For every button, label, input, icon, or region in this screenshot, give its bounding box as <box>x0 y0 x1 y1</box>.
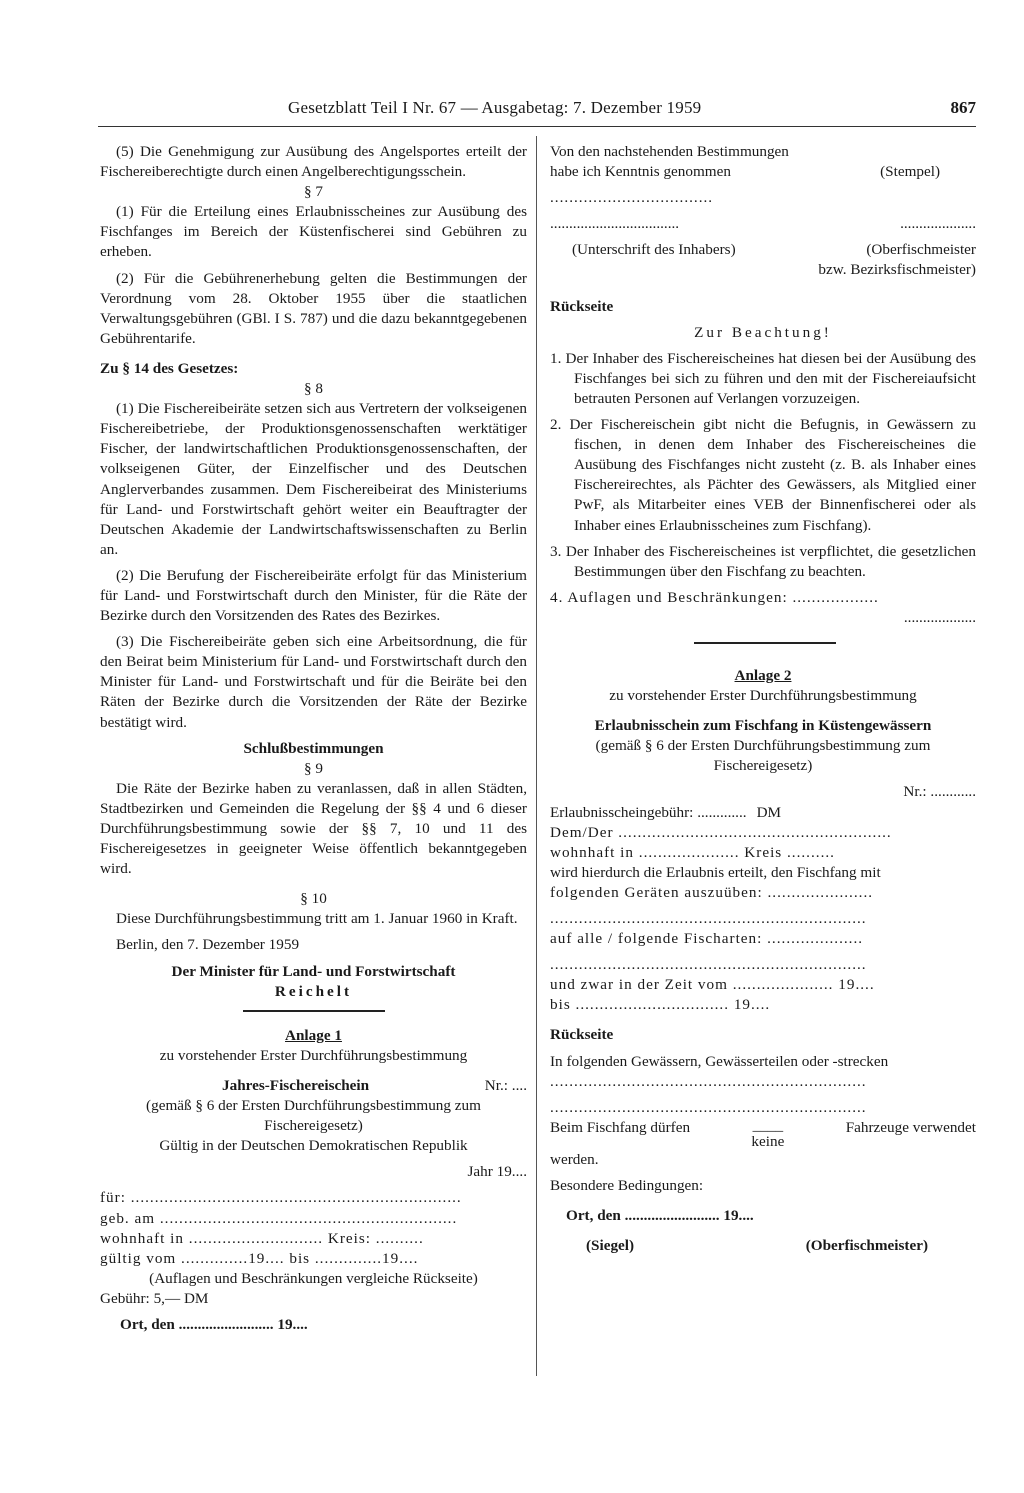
siegel-label: (Siegel) <box>586 1237 635 1255</box>
jahres-gemaess: (gemäß § 6 der Ersten Durchführungsbestimmung zum Fischereigesetz) <box>146 1097 481 1135</box>
left-column <box>100 142 527 1335</box>
zeit-vom-field: und zwar in der Zeit vom ..................... 19.... <box>550 976 875 994</box>
erlaubnis-text: wird hierdurch die Erlaubnis erteilt, den Fischfang mit <box>550 863 881 881</box>
beachtung-item-4: 4. Auflagen und Beschränkungen: .................. <box>550 588 879 606</box>
beachtung-item-1: 1. Der Inhaber des Fischereischeines hat diesen bei der Ausübung des Fischfanges bei sich zu führen und den mit der Fischereiaufsicht betrauten Personen auf Verlangen vorzuzeigen. <box>550 349 976 407</box>
gebuehr-row <box>550 803 976 823</box>
stempel-label: (Stempel) <box>880 163 940 181</box>
section-7-para-1: (1) Für die Erteilung eines Erlaubnisscheines zur Ausübung des Fischfanges im Bereich der Küstenfischerei sind Gebühren zu erheben. <box>100 203 527 261</box>
dots-stamp: .................... <box>900 215 976 233</box>
section-9-para-1: Die Räte der Bezirke haben zu veranlassen, daß in allen Städten, Stadtbezirken und Gemeinden die Regelung der §§ 4 und 6 dieser Durchführungsbestimmung sowie der §§ 7, 10 und 11 des Fischereigesetzes in geeigneter Weise öffentlich bekanntgegeben wird. <box>100 779 527 878</box>
beachtung-item-3: 3. Der Inhaber des Fischereischeines ist verpflichtet, die gesetzlichen Bestimmungen über den Fischfang zu beachten. <box>550 542 976 580</box>
erlaubnis-gemaess: (gemäß § 6 der Ersten Durchführungsbestimmung zum Fischereigesetz) <box>595 737 931 775</box>
oberfischmeister-sign-label: (Oberfischmeister) <box>805 1237 928 1255</box>
section-7-para-2: (2) Für die Gebührenerhebung gelten die Bestimmungen der Verordnung vom 28. Oktober 1955 über die staatlichen Verwaltungsgebühren (GBl. I S. 787) und die dazu bekanntgegebenen Gebührentarife. <box>100 269 527 347</box>
jahres-nr: Nr.: .... <box>484 1076 527 1094</box>
fahrzeuge-text-a: Beim Fischfang dürfen <box>550 1118 691 1136</box>
jahres-gueltig: Gültig in der Deutschen Demokratischen Republik <box>159 1137 468 1155</box>
anlage-separator <box>694 642 836 644</box>
column-divider <box>536 136 537 1376</box>
gebuehr-field: Gebühr: 5,— DM <box>100 1289 209 1307</box>
dots-gewaesser-1: .................................................................. <box>550 1072 867 1090</box>
paragraph-5: (5) Die Genehmigung zur Ausübung des Angelsportes erteilt der Fischereiberechtigte durch einen Angelberechtigungsschein. <box>100 143 527 181</box>
besondere-label: Besondere Bedingungen: <box>550 1176 704 1194</box>
anlage-2-subtitle: zu vorstehender Erster Durchführungsbestimmung <box>609 687 917 705</box>
jahres-title: Jahres-Fischereischein <box>222 1076 370 1094</box>
fahrzeuge-text-b: Fahrzeuge verwendet <box>845 1118 976 1136</box>
minister-name: Reichelt <box>274 982 353 1000</box>
gewaesser-text: In folgenden Gewässern, Gewässerteilen oder -strecken <box>550 1052 889 1070</box>
erlaubnis-wohnhaft: wohnhaft in ..................... Kreis .......... <box>550 843 835 861</box>
erlaubnis-gebuehr: Erlaubnisscheingebühr: ............. <box>550 803 747 821</box>
dots-gewaesser-2: .................................................................. <box>550 1098 867 1116</box>
right-column <box>550 142 976 1256</box>
dots-mid-2: .................................................................. <box>550 956 867 974</box>
dots-row-2 <box>550 214 976 234</box>
erlaubnis-title: Erlaubnisschein zum Fischfang in Küstengewässern <box>594 717 932 735</box>
section-8-para-3: (3) Die Fischereibeiräte geben sich eine Arbeitsordnung, die für den Beirat beim Ministerium für Land- und Forstwirtschaft durch den Minister für Land- und Forstwirtschaft und für die Beiräte bei den Räten der Bezirke durch die Vorsitzenden der Räte der Bezirke bestätigt wird. <box>100 633 527 731</box>
auflagen-note: (Auflagen und Beschränkungen vergleiche Rückseite) <box>149 1269 478 1287</box>
siegel-row <box>550 1236 976 1256</box>
wohnhaft-field: wohnhaft in ............................ Kreis: .......... <box>100 1229 424 1247</box>
header-title: Gesetzblatt Teil I Nr. 67 — Ausgabetag: 7. Dezember 1959 <box>288 98 702 117</box>
rueckseite-heading-1: Rückseite <box>550 297 614 315</box>
rueckseite-heading-2: Rückseite <box>550 1026 614 1044</box>
jahres-title-row <box>100 1076 527 1096</box>
beachtung-item-2: 2. Der Fischereischein gibt nicht die Befugnis, in Gewässern zu fischen, in denen dem Inhaber des Fischereischeines die Ausübung des Fischfanges nicht zusteht (z. B. als Inhaber eines Fischereirechtes, als Pächter des Gewässers, als Mitglied einer PwF, als Mitarbeiter eines VEB der Binnenfischerei oder als Inhaber eines Erlaubnisscheines zum Fischfang). <box>550 416 976 534</box>
erlaubnis-ort-den: Ort, den ......................... 19.... <box>566 1207 754 1225</box>
kenntnis-row <box>550 162 976 182</box>
fahrzeuge-keine: keine <box>751 1132 785 1150</box>
fuer-field: für: ..................................................................... <box>100 1189 462 1207</box>
section-7-heading: § 7 <box>304 183 323 201</box>
erlaubnis-nr: Nr.: ............ <box>903 783 976 801</box>
anlage-1-title: Anlage 1 <box>285 1026 342 1044</box>
jahr-field: Jahr 19.... <box>467 1163 527 1181</box>
bezirksfischmeister-label: bzw. Bezirksfischmeister) <box>818 261 976 279</box>
section-8-para-2: (2) Die Berufung der Fischereibeiräte erfolgt für das Ministerium für Land- und Forstwirtschaft durch den Minister, für die Räte der Bezirke durch den Vorsitzenden des Rates des Bezirkes. <box>100 566 527 625</box>
fahrzeuge-row <box>550 1118 976 1150</box>
geraete-field: folgenden Geräten auszuüben: ...................... <box>550 883 874 901</box>
dots-line-1: .................................. <box>550 189 714 207</box>
geb-field: geb. am .............................................................. <box>100 1209 458 1227</box>
gueltig-field: gültig vom ..............19.... bis ..............19.... <box>100 1249 419 1267</box>
header-rule <box>98 126 976 127</box>
anlage-2-title: Anlage 2 <box>734 666 792 684</box>
erlaubnis-gebuehr-dm: DM <box>756 803 782 821</box>
zu-14-heading: Zu § 14 des Gesetzes: <box>100 359 239 377</box>
section-8-para-1: (1) Die Fischereibeiräte setzen sich aus Vertretern der volkseigenen Fischereibetriebe, der Produktionsgenossenschaften werktätiger Fischer, der landwirtschaftlichen Produktionsgenossenschaften, der volkseigenen Güter, der Einzelfischer und des Deutschen Anglerverbandes zusammen. Dem Fischereibeirat des Ministeriums für Land- und Forstwirtschaft gehört weiter ein Beauftragter der Deutschen Akademie der Landwirtschaftswissenschaften zu Berlin an. <box>100 400 527 558</box>
dots-signature: .................................. <box>550 215 680 233</box>
fahrzeuge-blank: ____ <box>752 1116 784 1134</box>
werden-text: werden. <box>550 1150 599 1168</box>
ort-den-field: Ort, den ......................... 19.... <box>120 1315 308 1333</box>
kenntnis-line-2: habe ich Kenntnis genommen <box>550 163 731 181</box>
beachtung-heading: Zur Beachtung! <box>694 323 832 341</box>
signature-rule <box>243 1010 385 1012</box>
dots-mid-1: .................................................................. <box>550 910 867 927</box>
fahrzeuge-blank-group <box>751 1118 784 1150</box>
unterschrift-label: (Unterschrift des Inhabers) <box>572 241 736 259</box>
minister-title: Der Minister für Land- und Forstwirtschaft <box>171 962 456 980</box>
place-date: Berlin, den 7. Dezember 1959 <box>116 936 300 954</box>
page-number: 867 <box>950 98 976 117</box>
fischarten-field: auf alle / folgende Fischarten: .................... <box>550 930 864 948</box>
schluss-heading: Schlußbestimmungen <box>243 739 384 757</box>
beachtung-item-4-dots: ................... <box>903 608 976 626</box>
page-header <box>100 96 976 124</box>
oberfischmeister-label: (Oberfischmeister <box>866 241 976 259</box>
section-9-heading: § 9 <box>304 759 323 777</box>
section-8-heading: § 8 <box>304 380 323 398</box>
section-10-para-1: Diese Durchführungsbestimmung tritt am 1. Januar 1960 in Kraft. <box>116 910 518 928</box>
anlage-1-subtitle: zu vorstehender Erster Durchführungsbestimmung <box>159 1046 468 1064</box>
section-10-heading: § 10 <box>300 890 327 908</box>
kenntnis-line-1: Von den nachstehenden Bestimmungen <box>550 143 789 160</box>
dem-der-field: Dem/Der ......................................................... <box>550 823 892 841</box>
signature-labels-row <box>550 240 976 260</box>
bis-field: bis ................................ 19.... <box>550 996 771 1014</box>
